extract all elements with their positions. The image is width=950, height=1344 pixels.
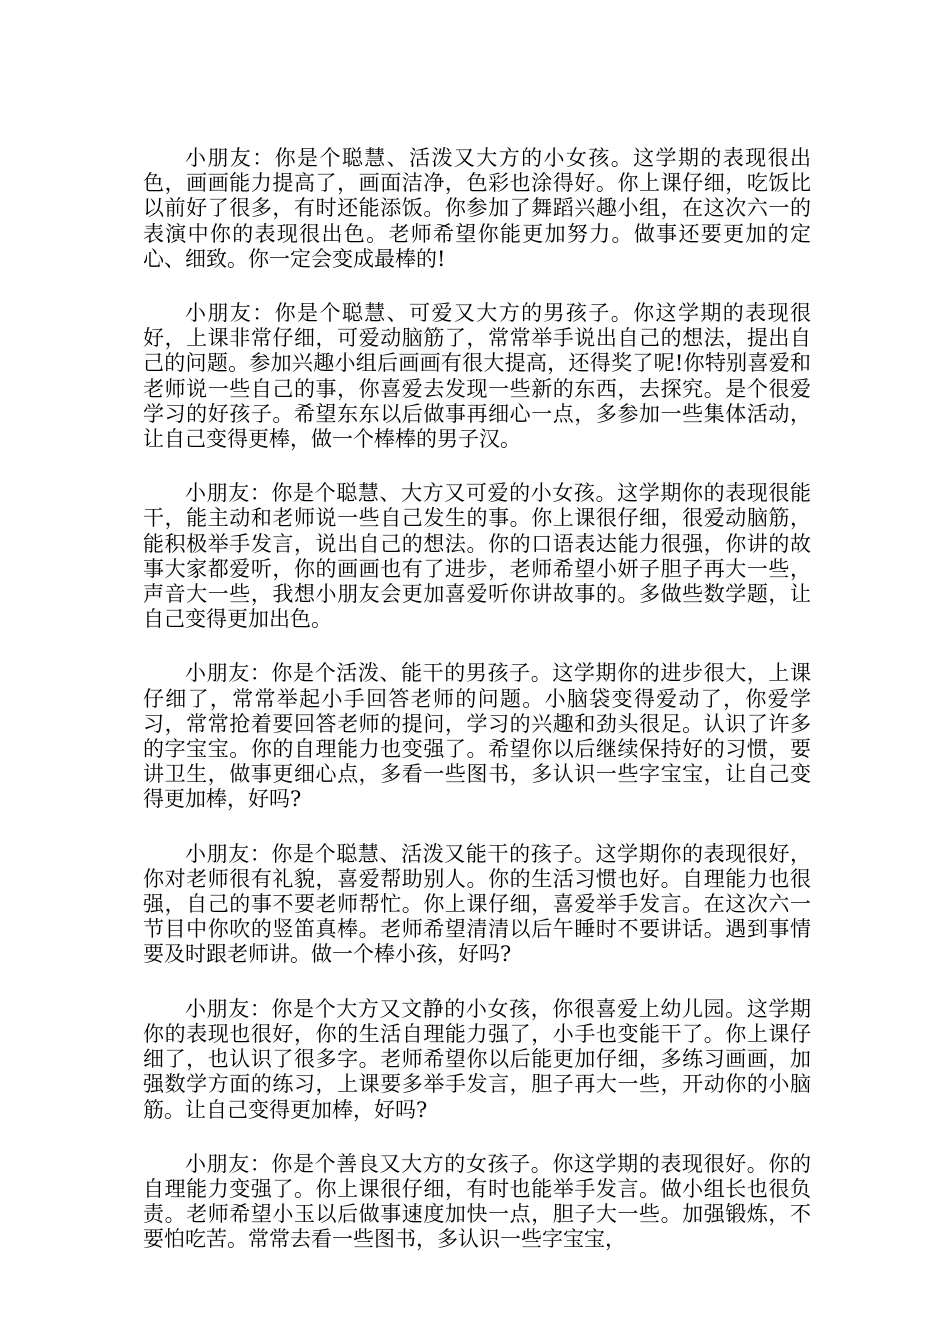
document-page — [143, 146, 811, 1282]
comment-paragraph-2: 小朋友：你是个聪慧、可爱又大方的男孩子。你这学期的表现很好，上课非常仔细，可爱动脑筋了，常常举手说出自己的想法，提出自己的问题。参加兴趣小组后画画有很大提高，还得奖了呢!你特别喜爱和老师说一些自己的事，你喜爱去发现一些新的东西，去探究。是个很爱学习的好孩子。希望东东以后做事再细心一点，多参加一些集体活动，让自己变得更棒，做一个棒棒的男子汉。 — [143, 301, 811, 452]
comment-paragraph-4: 小朋友：你是个活泼、能干的男孩子。这学期你的进步很大，上课仔细了，常常举起小手回答老师的问题。小脑袋变得爱动了，你爱学习，常常抢着要回答老师的提问，学习的兴趣和劲头很足。认识了许多的字宝宝。你的自理能力也变强了。希望你以后继续保持好的习惯，要讲卫生，做事更细心点，多看一些图书，多认识一些字宝宝，让自己变得更加棒，好吗? — [143, 661, 811, 812]
comment-paragraph-1: 小朋友：你是个聪慧、活泼又大方的小女孩。这学期的表现很出色，画画能力提高了，画面洁净，色彩也涂得好。你上课仔细，吃饭比以前好了很多，有时还能添饭。你参加了舞蹈兴趣小组，在这次六一的表演中你的表现很出色。老师希望你能更加努力。做事还要更加的定心、细致。你一定会变成最棒的! — [143, 146, 811, 271]
comment-paragraph-5: 小朋友：你是个聪慧、活泼又能干的孩子。这学期你的表现很好，你对老师很有礼貌，喜爱帮助别人。你的生活习惯也好。自理能力也很强，自己的事不要老师帮忙。你上课仔细，喜爱举手发言。在这次六一节目中你吹的竖笛真棒。老师希望清清以后午睡时不要讲话。遇到事情要及时跟老师讲。做一个棒小孩，好吗? — [143, 841, 811, 967]
comment-paragraph-6: 小朋友：你是个大方又文静的小女孩，你很喜爱上幼儿园。这学期你的表现也很好，你的生活自理能力强了，小手也变能干了。你上课仔细了，也认识了很多字。老师希望你以后能更加仔细，多练习画画，加强数学方面的练习，上课要多举手发言，胆子再大一些，开动你的小脑筋。让自己变得更加棒，好吗? — [143, 996, 811, 1122]
comment-paragraph-3: 小朋友：你是个聪慧、大方又可爱的小女孩。这学期你的表现很能干，能主动和老师说一些自己发生的事。你上课很仔细，很爱动脑筋，能积极举手发言，说出自己的想法。你的口语表达能力很强，你讲的故事大家都爱听，你的画画也有了进步，老师希望小妍子胆子再大一些，声音大一些，我想小朋友会更加喜爱听你讲故事的。多做些数学题，让自己变得更加出色。 — [143, 481, 811, 632]
comment-paragraph-7: 小朋友：你是个善良又大方的女孩子。你这学期的表现很好。你的自理能力变强了。你上课很仔细，有时也能举手发言。做小组长也很负责。老师希望小玉以后做事速度加快一点，胆子大一些。加强锻炼，不要怕吃苦。常常去看一些图书，多认识一些字宝宝， — [143, 1151, 811, 1252]
